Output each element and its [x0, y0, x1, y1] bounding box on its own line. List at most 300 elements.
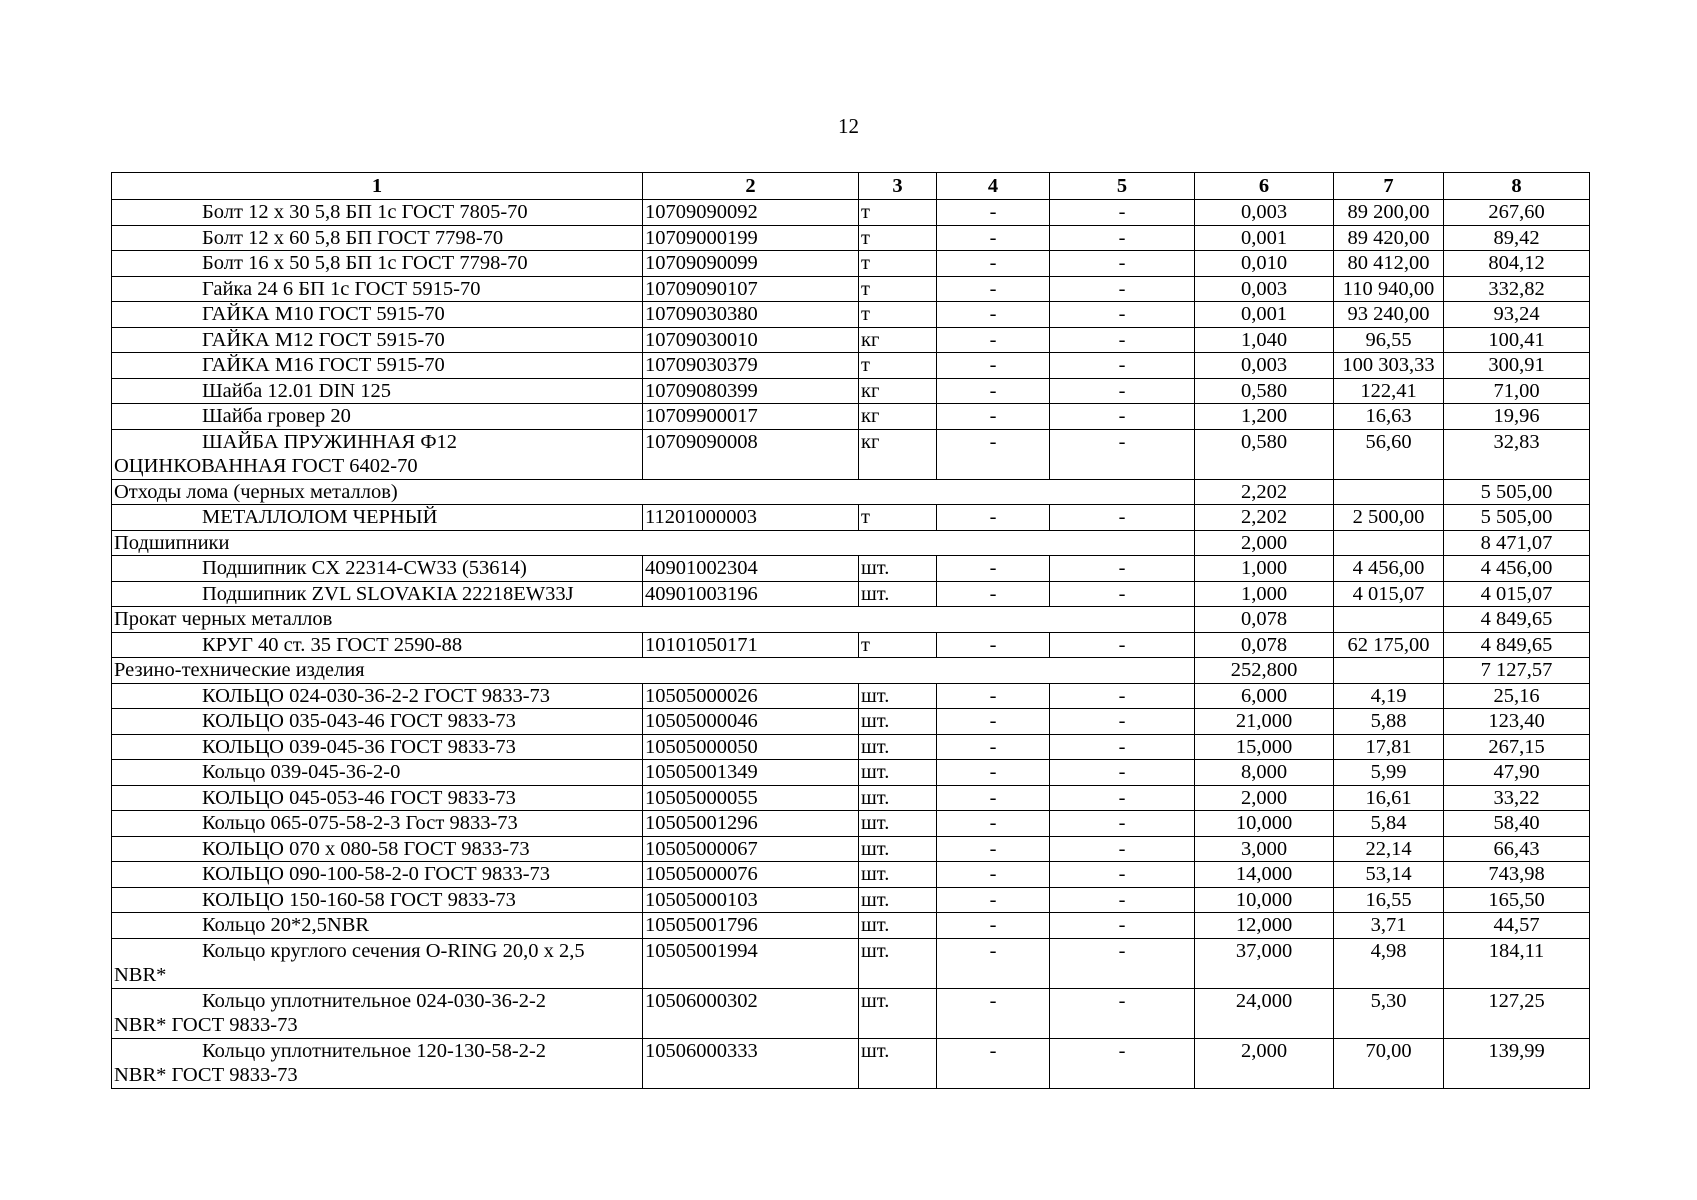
item-name-line: Болт 12 х 30 5,8 БП 1с ГОСТ 7805-70	[202, 201, 528, 223]
code-cell: 10709000199	[643, 225, 859, 251]
column-4-cell: -	[937, 302, 1050, 328]
item-name	[112, 785, 643, 811]
sum-cell: 93,24	[1444, 302, 1590, 328]
unit-cell: кг	[859, 327, 937, 353]
code-cell: 10505001349	[643, 760, 859, 786]
code-cell: 10101050171	[643, 632, 859, 658]
column-4-cell: -	[937, 734, 1050, 760]
materials-table	[111, 172, 1590, 1089]
table-row	[112, 1038, 1590, 1088]
sum-cell: 4 456,00	[1444, 556, 1590, 582]
column-5-cell: -	[1050, 302, 1195, 328]
table-row	[112, 734, 1590, 760]
column-header: 6	[1195, 173, 1334, 200]
quantity-cell: 2,202	[1195, 505, 1334, 531]
table-row	[112, 353, 1590, 379]
group-row	[112, 479, 1590, 505]
item-name-line: Болт 16 х 50 5,8 БП 1с ГОСТ 7798-70	[202, 252, 528, 274]
column-4-cell: -	[937, 938, 1050, 988]
column-4-cell: -	[937, 404, 1050, 430]
unit-cell: т	[859, 505, 937, 531]
quantity-cell: 2,000	[1195, 530, 1334, 556]
item-name-line: КОЛЬЦО 035-043-46 ГОСТ 9833-73	[202, 710, 516, 732]
sum-cell: 139,99	[1444, 1038, 1590, 1088]
sum-cell: 5 505,00	[1444, 505, 1590, 531]
price-cell: 16,55	[1334, 887, 1444, 913]
table-row	[112, 378, 1590, 404]
unit-cell: шт.	[859, 709, 937, 735]
column-header: 3	[859, 173, 937, 200]
table-row	[112, 938, 1590, 988]
table-row	[112, 429, 1590, 479]
price-cell: 110 940,00	[1334, 276, 1444, 302]
unit-cell: т	[859, 302, 937, 328]
column-5-cell: -	[1050, 404, 1195, 430]
price-cell: 4 456,00	[1334, 556, 1444, 582]
quantity-cell: 15,000	[1195, 734, 1334, 760]
sum-cell: 8 471,07	[1444, 530, 1590, 556]
table-row	[112, 505, 1590, 531]
item-name-line: КОЛЬЦО 090-100-58-2-0 ГОСТ 9833-73	[202, 863, 551, 885]
unit-cell: шт.	[859, 988, 937, 1038]
table-row	[112, 862, 1590, 888]
unit-cell: т	[859, 353, 937, 379]
quantity-cell: 0,003	[1195, 276, 1334, 302]
column-5-cell: -	[1050, 251, 1195, 277]
quantity-cell: 252,800	[1195, 658, 1334, 684]
table-row	[112, 327, 1590, 353]
sum-cell: 47,90	[1444, 760, 1590, 786]
column-5-cell: -	[1050, 683, 1195, 709]
column-5-cell: -	[1050, 581, 1195, 607]
unit-cell: кг	[859, 429, 937, 479]
unit-cell: шт.	[859, 862, 937, 888]
code-cell: 10709090008	[643, 429, 859, 479]
column-4-cell: -	[937, 1038, 1050, 1088]
column-4-cell: -	[937, 811, 1050, 837]
column-5-cell: -	[1050, 200, 1195, 226]
item-name-line: ГАЙКА М16 ГОСТ 5915-70	[202, 354, 445, 376]
item-name-line: ОЦИНКОВАННАЯ ГОСТ 6402-70	[114, 455, 418, 477]
item-name-line: МЕТАЛЛОЛОМ ЧЕРНЫЙ	[202, 506, 438, 528]
code-cell: 10709080399	[643, 378, 859, 404]
sum-cell: 19,96	[1444, 404, 1590, 430]
item-name	[112, 251, 643, 277]
item-name	[112, 938, 643, 988]
column-4-cell: -	[937, 683, 1050, 709]
quantity-cell: 1,040	[1195, 327, 1334, 353]
code-cell: 10505000055	[643, 785, 859, 811]
unit-cell: т	[859, 276, 937, 302]
price-cell: 5,99	[1334, 760, 1444, 786]
table-row	[112, 225, 1590, 251]
item-name	[112, 404, 643, 430]
item-name-line: Кольцо 039-045-36-2-0	[202, 761, 401, 783]
item-name-line: ШАЙБА ПРУЖИННАЯ Ф12	[202, 430, 458, 453]
quantity-cell: 37,000	[1195, 938, 1334, 988]
column-5-cell: -	[1050, 734, 1195, 760]
group-row	[112, 607, 1590, 633]
unit-cell: шт.	[859, 811, 937, 837]
price-cell: 70,00	[1334, 1038, 1444, 1088]
unit-cell: шт.	[859, 760, 937, 786]
item-name	[112, 988, 643, 1038]
price-cell: 56,60	[1334, 429, 1444, 479]
unit-cell: шт.	[859, 785, 937, 811]
code-cell: 11201000003	[643, 505, 859, 531]
quantity-cell: 1,200	[1195, 404, 1334, 430]
column-5-cell: -	[1050, 353, 1195, 379]
item-name	[112, 709, 643, 735]
item-name-line: Подшипник ZVL SLOVAKIA 22218EW33J	[202, 582, 574, 605]
group-name: Резино-технические изделия	[112, 658, 1195, 684]
price-cell: 89 200,00	[1334, 200, 1444, 226]
column-header: 5	[1050, 173, 1195, 200]
item-name-line: КОЛЬЦО 150-160-58 ГОСТ 9833-73	[202, 888, 516, 911]
group-row	[112, 530, 1590, 556]
column-5-cell: -	[1050, 632, 1195, 658]
unit-cell: т	[859, 251, 937, 277]
item-name-line: Болт 12 х 60 5,8 БП ГОСТ 7798-70	[202, 226, 504, 249]
column-4-cell: -	[937, 225, 1050, 251]
item-name-line: NBR* ГОСТ 9833-73	[114, 1014, 298, 1036]
column-4-cell: -	[937, 836, 1050, 862]
sum-cell: 4 849,65	[1444, 632, 1590, 658]
quantity-cell: 8,000	[1195, 760, 1334, 786]
column-5-cell: -	[1050, 225, 1195, 251]
item-name	[112, 276, 643, 302]
column-4-cell: -	[937, 785, 1050, 811]
sum-cell: 25,16	[1444, 683, 1590, 709]
item-name-line: КОЛЬЦО 045-053-46 ГОСТ 9833-73	[202, 786, 516, 809]
table-row	[112, 683, 1590, 709]
column-5-cell: -	[1050, 938, 1195, 988]
sum-cell: 184,11	[1444, 938, 1590, 988]
price-cell: 100 303,33	[1334, 353, 1444, 379]
price-cell: 53,14	[1334, 862, 1444, 888]
item-name	[112, 836, 643, 862]
sum-cell: 332,82	[1444, 276, 1590, 302]
code-cell: 10505000050	[643, 734, 859, 760]
group-row	[112, 658, 1590, 684]
item-name	[112, 302, 643, 328]
item-name-line: Кольцо 20*2,5NBR	[202, 914, 370, 936]
column-5-cell: -	[1050, 556, 1195, 582]
price-cell: 96,55	[1334, 327, 1444, 353]
column-5-cell: -	[1050, 785, 1195, 811]
column-4-cell: -	[937, 251, 1050, 277]
table-row	[112, 251, 1590, 277]
code-cell: 10709090107	[643, 276, 859, 302]
quantity-cell: 21,000	[1195, 709, 1334, 735]
quantity-cell: 0,003	[1195, 200, 1334, 226]
item-name	[112, 913, 643, 939]
quantity-cell: 2,000	[1195, 785, 1334, 811]
table-row	[112, 200, 1590, 226]
price-cell: 17,81	[1334, 734, 1444, 760]
item-name	[112, 1038, 643, 1088]
sum-cell: 165,50	[1444, 887, 1590, 913]
column-4-cell: -	[937, 581, 1050, 607]
code-cell: 10505000067	[643, 836, 859, 862]
item-name-line: Подшипник CX 22314-CW33 (53614)	[202, 557, 527, 579]
quantity-cell: 0,001	[1195, 302, 1334, 328]
price-cell: 2 500,00	[1334, 505, 1444, 531]
item-name	[112, 200, 643, 226]
table-row	[112, 632, 1590, 658]
unit-cell: шт.	[859, 581, 937, 607]
quantity-cell: 6,000	[1195, 683, 1334, 709]
item-name-line: Шайба 12.01 DIN 125	[202, 379, 391, 402]
item-name-line: Кольцо уплотнительное 120-130-58-2-2	[202, 1039, 547, 1062]
item-name-line: КОЛЬЦО 024-030-36-2-2 ГОСТ 9833-73	[202, 684, 551, 707]
item-name-line: Кольцо уплотнительное 024-030-36-2-2	[202, 989, 547, 1012]
quantity-cell: 0,078	[1195, 632, 1334, 658]
quantity-cell: 0,003	[1195, 353, 1334, 379]
sum-cell: 127,25	[1444, 988, 1590, 1038]
column-4-cell: -	[937, 887, 1050, 913]
column-5-cell: -	[1050, 378, 1195, 404]
sum-cell: 44,57	[1444, 913, 1590, 939]
code-cell: 10506000302	[643, 988, 859, 1038]
sum-cell: 71,00	[1444, 378, 1590, 404]
column-header: 1	[112, 173, 643, 200]
code-cell: 10709900017	[643, 404, 859, 430]
item-name	[112, 429, 643, 479]
price-cell: 16,63	[1334, 404, 1444, 430]
sum-cell: 100,41	[1444, 327, 1590, 353]
price-cell: 89 420,00	[1334, 225, 1444, 251]
price-cell	[1334, 479, 1444, 505]
group-name: Отходы лома (черных металлов)	[112, 479, 1195, 505]
unit-cell: т	[859, 225, 937, 251]
sum-cell: 300,91	[1444, 353, 1590, 379]
column-5-cell: -	[1050, 913, 1195, 939]
sum-cell: 267,15	[1444, 734, 1590, 760]
unit-cell: шт.	[859, 556, 937, 582]
quantity-cell: 0,010	[1195, 251, 1334, 277]
item-name	[112, 862, 643, 888]
code-cell: 10709090092	[643, 200, 859, 226]
quantity-cell: 3,000	[1195, 836, 1334, 862]
unit-cell: шт.	[859, 938, 937, 988]
item-name	[112, 353, 643, 379]
column-5-cell: -	[1050, 988, 1195, 1038]
code-cell: 10505000046	[643, 709, 859, 735]
code-cell: 10505000026	[643, 683, 859, 709]
sum-cell: 32,83	[1444, 429, 1590, 479]
quantity-cell: 14,000	[1195, 862, 1334, 888]
unit-cell: шт.	[859, 913, 937, 939]
group-name: Прокат черных металлов	[112, 607, 1195, 633]
unit-cell: шт.	[859, 734, 937, 760]
column-4-cell: -	[937, 709, 1050, 735]
column-4-cell: -	[937, 353, 1050, 379]
code-cell: 40901003196	[643, 581, 859, 607]
sum-cell: 58,40	[1444, 811, 1590, 837]
column-4-cell: -	[937, 200, 1050, 226]
column-5-cell: -	[1050, 709, 1195, 735]
column-4-cell: -	[937, 760, 1050, 786]
column-4-cell: -	[937, 556, 1050, 582]
sum-cell: 267,60	[1444, 200, 1590, 226]
item-name	[112, 556, 643, 582]
column-4-cell: -	[937, 276, 1050, 302]
table-row	[112, 302, 1590, 328]
item-name-line: КРУГ 40 ст. 35 ГОСТ 2590-88	[202, 633, 463, 656]
quantity-cell: 0,580	[1195, 378, 1334, 404]
unit-cell: шт.	[859, 887, 937, 913]
code-cell: 10505000076	[643, 862, 859, 888]
table-row	[112, 404, 1590, 430]
column-5-cell: -	[1050, 836, 1195, 862]
sum-cell: 33,22	[1444, 785, 1590, 811]
price-cell: 5,84	[1334, 811, 1444, 837]
sum-cell: 743,98	[1444, 862, 1590, 888]
quantity-cell: 1,000	[1195, 556, 1334, 582]
item-name	[112, 811, 643, 837]
column-header: 4	[937, 173, 1050, 200]
quantity-cell: 24,000	[1195, 988, 1334, 1038]
unit-cell: т	[859, 200, 937, 226]
column-4-cell: -	[937, 378, 1050, 404]
sum-cell: 66,43	[1444, 836, 1590, 862]
price-cell	[1334, 607, 1444, 633]
sum-cell: 123,40	[1444, 709, 1590, 735]
item-name-line: Гайка 24 6 БП 1с ГОСТ 5915-70	[202, 277, 481, 300]
item-name	[112, 760, 643, 786]
price-cell	[1334, 658, 1444, 684]
item-name	[112, 887, 643, 913]
column-header: 7	[1334, 173, 1444, 200]
column-4-cell: -	[937, 429, 1050, 479]
item-name-line: Кольцо 065-075-58-2-3 Гост 9833-73	[202, 812, 518, 834]
table-body	[112, 200, 1590, 1089]
price-cell: 4,98	[1334, 938, 1444, 988]
table-row	[112, 887, 1590, 913]
price-cell: 80 412,00	[1334, 251, 1444, 277]
unit-cell: т	[859, 632, 937, 658]
code-cell: 40901002304	[643, 556, 859, 582]
price-cell: 93 240,00	[1334, 302, 1444, 328]
column-5-cell: -	[1050, 1038, 1195, 1088]
column-4-cell: -	[937, 505, 1050, 531]
column-5-cell: -	[1050, 811, 1195, 837]
unit-cell: шт.	[859, 836, 937, 862]
item-name	[112, 225, 643, 251]
column-5-cell: -	[1050, 505, 1195, 531]
column-4-cell: -	[937, 913, 1050, 939]
price-cell: 5,88	[1334, 709, 1444, 735]
column-5-cell: -	[1050, 276, 1195, 302]
code-cell: 10505001796	[643, 913, 859, 939]
table-row	[112, 581, 1590, 607]
table-row	[112, 913, 1590, 939]
code-cell: 10709030010	[643, 327, 859, 353]
quantity-cell: 0,001	[1195, 225, 1334, 251]
unit-cell: кг	[859, 404, 937, 430]
unit-cell: шт.	[859, 1038, 937, 1088]
code-cell: 10506000333	[643, 1038, 859, 1088]
code-cell: 10709090099	[643, 251, 859, 277]
page-number: 12	[838, 114, 859, 138]
price-cell: 4,19	[1334, 683, 1444, 709]
sum-cell: 7 127,57	[1444, 658, 1590, 684]
column-header: 2	[643, 173, 859, 200]
price-cell	[1334, 530, 1444, 556]
table-row	[112, 785, 1590, 811]
column-4-cell: -	[937, 862, 1050, 888]
quantity-cell: 0,580	[1195, 429, 1334, 479]
sum-cell: 89,42	[1444, 225, 1590, 251]
unit-cell: кг	[859, 378, 937, 404]
table-row	[112, 811, 1590, 837]
item-name	[112, 734, 643, 760]
item-name-line: NBR*	[114, 964, 167, 986]
column-4-cell: -	[937, 988, 1050, 1038]
sum-cell: 4 015,07	[1444, 581, 1590, 607]
item-name	[112, 632, 643, 658]
item-name-line: ГАЙКА М12 ГОСТ 5915-70	[202, 328, 445, 351]
column-5-cell: -	[1050, 760, 1195, 786]
item-name	[112, 327, 643, 353]
price-cell: 4 015,07	[1334, 581, 1444, 607]
column-5-cell: -	[1050, 887, 1195, 913]
column-5-cell: -	[1050, 862, 1195, 888]
item-name	[112, 581, 643, 607]
item-name-line: Кольцо круглого сечения O-RING 20,0 x 2,5	[202, 939, 585, 962]
unit-cell: шт.	[859, 683, 937, 709]
quantity-cell: 12,000	[1195, 913, 1334, 939]
quantity-cell: 2,000	[1195, 1038, 1334, 1088]
quantity-cell: 10,000	[1195, 811, 1334, 837]
code-cell: 10505000103	[643, 887, 859, 913]
table-row	[112, 988, 1590, 1038]
column-5-cell: -	[1050, 327, 1195, 353]
group-name: Подшипники	[112, 530, 1195, 556]
item-name-line: КОЛЬЦО 039-045-36 ГОСТ 9833-73	[202, 735, 516, 758]
code-cell: 10709030379	[643, 353, 859, 379]
quantity-cell: 2,202	[1195, 479, 1334, 505]
table-row	[112, 556, 1590, 582]
column-4-cell: -	[937, 327, 1050, 353]
item-name-line: Шайба гровер 20	[202, 405, 351, 427]
header-row	[112, 173, 1590, 200]
price-cell: 62 175,00	[1334, 632, 1444, 658]
sum-cell: 5 505,00	[1444, 479, 1590, 505]
code-cell: 10709030380	[643, 302, 859, 328]
code-cell: 10505001296	[643, 811, 859, 837]
column-5-cell: -	[1050, 429, 1195, 479]
table-row	[112, 276, 1590, 302]
table-row	[112, 760, 1590, 786]
code-cell: 10505001994	[643, 938, 859, 988]
table-row	[112, 709, 1590, 735]
item-name	[112, 505, 643, 531]
price-cell: 5,30	[1334, 988, 1444, 1038]
item-name-line: ГАЙКА М10 ГОСТ 5915-70	[202, 303, 445, 325]
quantity-cell: 0,078	[1195, 607, 1334, 633]
price-cell: 16,61	[1334, 785, 1444, 811]
sum-cell: 804,12	[1444, 251, 1590, 277]
item-name-line: КОЛЬЦО 070 х 080-58 ГОСТ 9833-73	[202, 837, 530, 860]
price-cell: 3,71	[1334, 913, 1444, 939]
sum-cell: 4 849,65	[1444, 607, 1590, 633]
item-name	[112, 378, 643, 404]
quantity-cell: 1,000	[1195, 581, 1334, 607]
price-cell: 122,41	[1334, 378, 1444, 404]
quantity-cell: 10,000	[1195, 887, 1334, 913]
